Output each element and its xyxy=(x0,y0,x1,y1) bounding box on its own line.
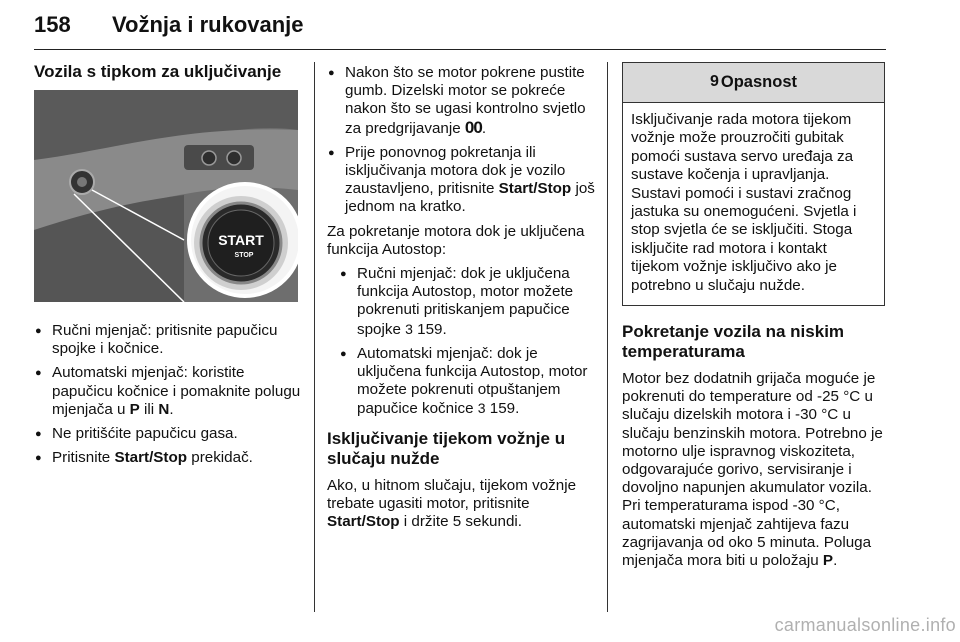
column-middle xyxy=(327,64,595,537)
column-left xyxy=(34,62,302,473)
list-item: ● Prije ponovnog pokretanja ili isključivanja motora dok je vozilo zaustavljeno, pritisnite Start/Stop još jednom na kratko. xyxy=(327,144,595,217)
danger-warning-box xyxy=(622,62,885,306)
button-label-start: START xyxy=(218,232,264,248)
start-steps-list xyxy=(34,322,302,467)
autostop-list xyxy=(327,265,595,419)
autostop-intro: Za pokretanje motora dok je uključena funkcija Autostop: xyxy=(327,222,585,258)
page-number: 158 xyxy=(34,12,71,37)
column-divider xyxy=(607,62,608,612)
warning-body: Isključivanje rada motora tijekom vožnje može prouzročiti gubitak pomoći sustava servo uređaja za sustave kočenja i upravljanja. Sustavi pomoći i sustavi zračnog jastuka su onemogućeni. Svjetla i stop svjetla će se isključiti. Stoga isključite rad motora i kontakt tijekom vožnje isključivo ako je potrebno u slučaju nužde. xyxy=(631,111,857,294)
list-item: ● Automatski mjenjač: dok je uključena funkcija Autostop, motor možete pokrenuti otpuštanjem papučice kočnice 3 159. xyxy=(339,345,595,419)
list-item: ● Nakon što se motor pokrene pustite gumb. Dizelski motor se pokreće nakon što se ugasi kontrolno svjetlo za predgrijavanje 00. xyxy=(327,64,595,138)
warning-title: Opasnost xyxy=(720,73,797,92)
cold-start-text: Motor bez dodatnih grijača moguće je pokrenuti do temperature od -25 °C u slučaju dizelskih motora i -30 °C u slučaju benzinskih motora. Potrebno je motorno ulje ispravnog viskoziteta, odgovarajuće gorivo, servisiranje i dovoljno napunjen akumulator vozila. Pri temperaturama ispod -30 °C, automatski mjenjač zahtijeva fazu zagrijavanja od oko 5 minuta. Poluga mjenjača mora biti u položaju P. xyxy=(622,370,883,570)
page-ref-icon: 3 xyxy=(477,400,486,417)
chapter-title: Vožnja i rukovanje xyxy=(112,12,304,37)
list-item: ● Ručni mjenjač: dok je uključena funkcija Autostop, motor možete pokrenuti pritiskanjem papučice spojke 3 159. xyxy=(339,265,595,339)
warning-triangle-icon: 9 xyxy=(709,73,719,91)
emergency-shutdown-text: Ako, u hitnom slučaju, tijekom vožnje trebate ugasiti motor, pritisnite Start/Stop i držite 5 sekundi. xyxy=(327,476,577,531)
list-item: ● Ručni mjenjač: pritisnite papučicu spojke i kočnice. xyxy=(34,322,302,358)
button-label-stop: STOP xyxy=(234,252,254,259)
start-continued-list xyxy=(327,64,595,217)
section-heading: Pokretanje vozila na niskim temperaturama xyxy=(622,322,845,362)
column-right xyxy=(622,62,890,570)
start-stop-button-photo xyxy=(34,90,298,302)
list-item: ● Pritisnite Start/Stop prekidač. xyxy=(34,449,302,467)
column-divider xyxy=(314,62,315,612)
watermark: carmanualsonline.info xyxy=(774,615,956,635)
section-heading: Vozila s tipkom za uključivanje xyxy=(34,62,282,81)
list-item: ● Automatski mjenjač: koristite papučicu kočnice i pomaknite polugu mjenjača u P ili N. xyxy=(34,364,302,419)
page-ref-icon: 3 xyxy=(405,320,413,337)
page-header xyxy=(34,4,886,50)
section-heading: Isključivanje tijekom vožnje u slučaju nužde xyxy=(327,428,566,468)
warning-header xyxy=(623,63,884,103)
preheat-symbol-icon: 00 xyxy=(464,117,482,137)
list-item: ● Ne pritišćite papučicu gasa. xyxy=(34,425,302,443)
